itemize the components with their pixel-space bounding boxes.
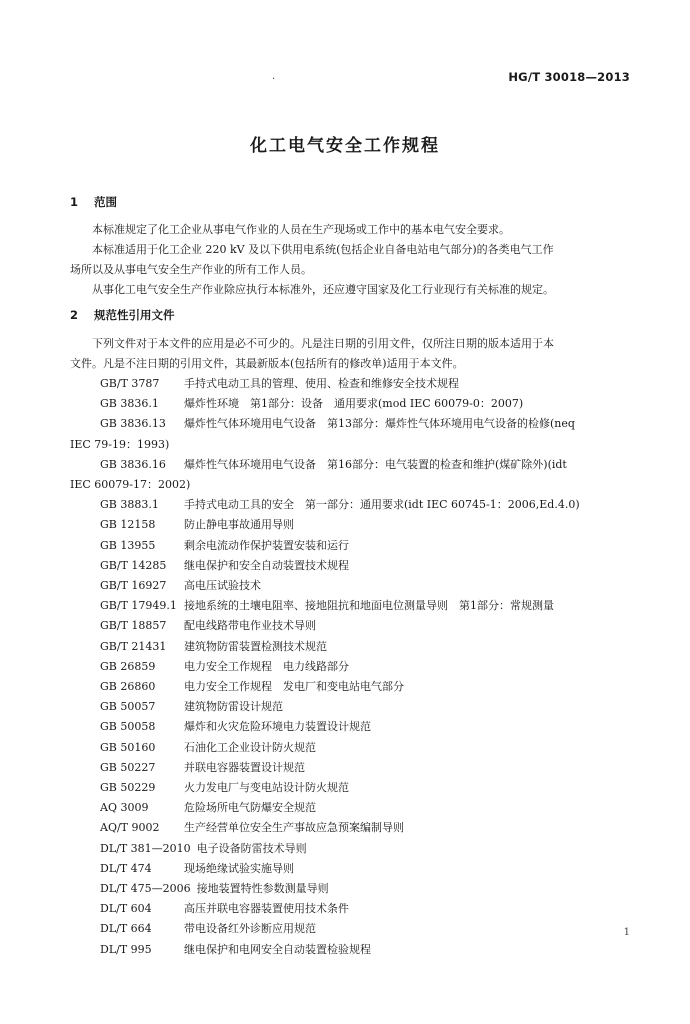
reference-title: 生产经营单位安全生产事故应急预案编制导则 (184, 821, 404, 835)
references-paragraph-line: 文件。凡是不注日期的引用文件，其最新版本(包括所有的修改单)适用于本文件。 (70, 357, 464, 370)
reference-code: GB 3836.13 (100, 417, 166, 431)
scope-paragraph-line: 从事化工电气安全生产作业除应执行本标准外，还应遵守国家及化工行业现行有关标准的规定。 (92, 283, 554, 296)
document-title: 化工电气安全工作规程 (250, 136, 440, 156)
reference-code: GB/T 21431 (100, 639, 167, 653)
reference-item (100, 394, 645, 414)
reference-code: GB 50057 (100, 700, 156, 714)
reference-item (100, 899, 645, 919)
scope-paragraph-line: 本标准规定了化工企业从事电气作业的人员在生产现场或工作中的基本电气安全要求。 (92, 223, 510, 236)
reference-code: AQ/T 9002 (100, 821, 160, 835)
reference-code: GB 13955 (100, 538, 156, 552)
scope-paragraph-line: 场所以及从事电气安全生产作业的所有工作人员。 (70, 263, 312, 276)
scope-paragraph-line: 本标准适用于化工企业 220 kV 及以下供用电系统(包括企业自备电站电气部分)的各类电气工作 (92, 243, 554, 256)
reference-item (100, 879, 645, 899)
reference-continuation: IEC 79-19：1993) (70, 437, 170, 451)
reference-title: 手持式电动工具的管理、使用、检查和维修安全技术规程 (184, 377, 459, 390)
reference-code: GB 26859 (100, 659, 156, 673)
reference-code: DL/T 604 (100, 902, 152, 916)
reference-code: GB 50229 (100, 781, 156, 794)
reference-title: 建筑物防雷装置检测技术规范 (184, 639, 327, 653)
reference-code: DL/T 381—2010 (100, 841, 191, 855)
reference-item (100, 495, 645, 515)
reference-item (100, 859, 645, 879)
reference-code: GB 3883.1 (100, 498, 159, 512)
reference-item (100, 414, 645, 434)
reference-title: 建筑物防雷设计规范 (184, 700, 283, 714)
reference-item (100, 616, 645, 636)
reference-code: GB/T 3787 (100, 377, 160, 390)
reference-code: DL/T 664 (100, 922, 152, 936)
reference-item (100, 738, 645, 758)
reference-item (100, 940, 645, 960)
reference-title: 手持式电动工具的安全 第一部分：通用要求(idt IEC 60745-1：2006,Ed.4.0) (184, 498, 580, 512)
reference-item (100, 778, 645, 798)
reference-code: AQ 3009 (100, 801, 149, 815)
section-heading-scope (70, 194, 117, 210)
standard-number: HG/T 30018—2013 (508, 70, 630, 84)
reference-code: DL/T 475—2006 (100, 882, 191, 895)
reference-item (100, 596, 645, 616)
reference-title: 爆炸性环境 第1部分：设备 通用要求(mod IEC 60079-0：2007) (184, 397, 524, 411)
reference-item (100, 839, 645, 859)
reference-item (100, 818, 645, 838)
reference-title: 继电保护和电网安全自动装置检验规程 (184, 942, 371, 956)
reference-code: GB/T 14285 (100, 558, 167, 572)
reference-title: 电力安全工作规程 发电厂和变电站电气部分 (184, 680, 404, 693)
reference-item (100, 717, 645, 737)
reference-code: GB/T 16927 (100, 579, 167, 592)
reference-code: GB 50227 (100, 760, 156, 774)
reference-item (100, 455, 645, 475)
reference-code: GB 50058 (100, 720, 156, 734)
reference-code: GB 50160 (100, 740, 156, 754)
reference-code: DL/T 995 (100, 942, 152, 956)
reference-title: 高电压试验技术 (184, 579, 261, 592)
reference-item (100, 576, 645, 596)
reference-item (100, 536, 645, 556)
page-number: 1 (623, 927, 630, 938)
reference-code: GB 3836.1 (100, 397, 159, 411)
reference-title: 电力安全工作规程 电力线路部分 (184, 659, 349, 673)
reference-continuation: IEC 60079-17：2002) (70, 478, 191, 491)
reference-title: 石油化工企业设计防火规范 (184, 740, 316, 754)
reference-title: 电子设备防雷技术导则 (196, 841, 307, 855)
reference-code: GB 12158 (100, 518, 156, 532)
section-title: 范围 (94, 195, 118, 209)
references-paragraph-line: 下列文件对于本文件的应用是必不可少的。凡是注日期的引用文件，仅所注日期的版本适用于本 (92, 337, 554, 350)
reference-code: GB/T 17949.1 (100, 599, 177, 613)
reference-title: 爆炸和火灾危险环境电力装置设计规范 (184, 720, 371, 734)
reference-item (100, 515, 645, 535)
reference-item (100, 637, 645, 657)
reference-title: 接地系统的土壤电阻率、接地阻抗和地面电位测量导则 第1部分：常规测量 (184, 599, 554, 613)
reference-title: 防止静电事故通用导则 (184, 518, 294, 532)
reference-item (100, 919, 645, 939)
reference-code: GB/T 18857 (100, 619, 167, 633)
section-number: 1 (70, 195, 79, 209)
reference-title: 爆炸性气体环境用电气设备 第13部分：爆炸性气体环境用电气设备的检修(neq (184, 417, 575, 431)
reference-code: DL/T 474 (100, 861, 152, 875)
reference-title: 高压并联电容器装置使用技术条件 (184, 902, 349, 916)
reference-item (100, 657, 645, 677)
reference-title: 并联电容器装置设计规范 (184, 760, 305, 774)
reference-title: 火力发电厂与变电站设计防火规范 (184, 781, 349, 794)
reference-item (100, 697, 645, 717)
reference-title: 危险场所电气防爆安全规范 (184, 801, 316, 815)
reference-title: 接地装置特性参数测量导则 (196, 882, 329, 895)
header-dot: . (272, 71, 276, 82)
reference-title: 配电线路带电作业技术导则 (184, 619, 316, 633)
reference-title: 剩余电流动作保护装置安装和运行 (184, 538, 349, 552)
reference-item (100, 556, 645, 576)
reference-title: 带电设备红外诊断应用规范 (184, 922, 316, 936)
reference-item (100, 374, 645, 394)
reference-item (100, 798, 645, 818)
reference-code: GB 26860 (100, 680, 156, 693)
section-heading-normative-references (70, 307, 175, 323)
reference-title: 现场绝缘试验实施导则 (184, 861, 294, 875)
reference-title: 继电保护和安全自动装置技术规程 (184, 558, 349, 572)
reference-item (100, 677, 645, 697)
section-number: 2 (70, 308, 79, 322)
reference-title: 爆炸性气体环境用电气设备 第16部分：电气装置的检查和维护(煤矿除外)(idt (184, 457, 567, 471)
section-title: 规范性引用文件 (94, 308, 175, 322)
reference-code: GB 3836.16 (100, 457, 166, 471)
reference-item (100, 758, 645, 778)
